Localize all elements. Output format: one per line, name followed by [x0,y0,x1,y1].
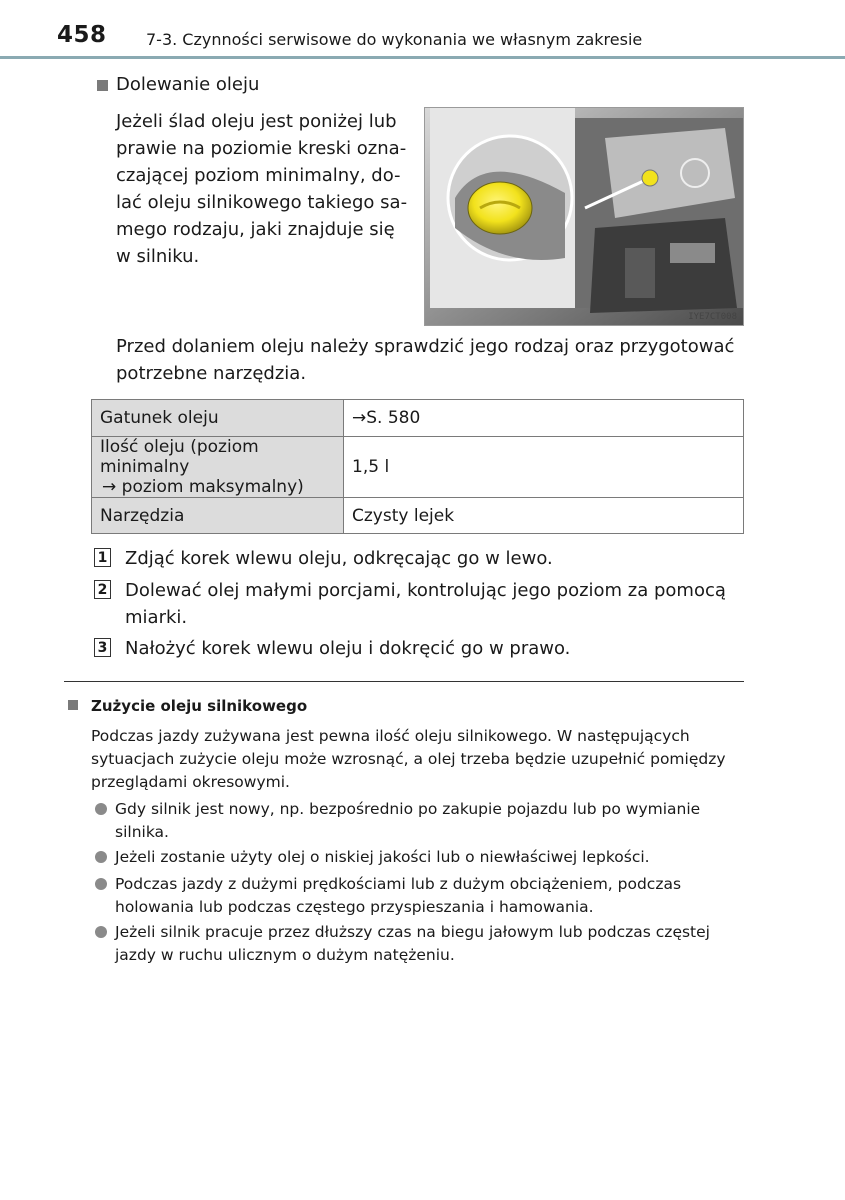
list-item-line: Jeżeli zostanie użyty olej o niskiej jakości lub o niewłaściwej lepkości. [115,848,650,866]
intro-line: lać oleju silnikowego takiego sa- [116,192,408,213]
header-rule [0,56,845,59]
step-number: 2 [94,580,111,599]
intro-line: mego rodzaju, jaki znajduje się [116,219,395,240]
list-item-text [115,798,751,844]
table-label-line: Ilość oleju (poziom minimalny [100,437,259,477]
step-text [125,577,755,631]
table-value: 1,5 l [344,437,744,498]
list-item-line: jazdy w ruchu ulicznym o dużym natężeniu. [115,946,455,964]
intro-line: czającej poziom minimalny, do- [116,165,401,186]
engine-photo [424,107,744,326]
table-row [92,437,744,498]
page-header [0,0,845,60]
step-text [125,635,755,662]
subsection-marker-icon [68,700,78,710]
table-value: Czysty lejek [344,498,744,534]
table-label: Narzędzia [92,498,344,534]
step-line: Dolewać olej małymi porcjami, kontrolując jego poziom za pomocą [125,580,726,601]
consumption-line: przeglądami okresowymi. [91,773,290,791]
before-line: Przed dolaniem oleju należy sprawdzić jego rodzaj oraz przygotować [116,336,735,357]
intro-paragraph [116,108,416,270]
intro-line: w silniku. [116,246,200,267]
step-number: 3 [94,638,111,657]
list-item-line: holowania lub podczas częstego przyspieszania i hamowania. [115,898,594,916]
table-label [92,437,344,498]
table-row [92,498,744,534]
chapter-title: 7-3. Czynności serwisowe do wykonania we własnym zakresie [146,30,643,49]
bullet-icon [95,803,107,815]
bullet-icon [95,926,107,938]
list-item-text [115,921,751,967]
step-number: 1 [94,548,111,567]
figure-code: IYE7CT008 [688,312,737,322]
list-item-line: Jeżeli silnik pracuje przez dłuższy czas na biegu jałowym lub podczas częstej [115,923,710,941]
section-marker-icon [97,80,108,91]
consumption-line: sytuacjach zużycie oleju może wzrosnąć, a olej trzeba będzie uzupełnić pomiędzy [91,750,726,768]
section-title: Dolewanie oleju [116,74,260,95]
subsection-title: Zużycie oleju silnikowego [91,697,308,715]
table-row [92,400,744,437]
before-paragraph [116,333,756,387]
consumption-line: Podczas jazdy zużywana jest pewna ilość oleju silnikowego. W następujących [91,727,690,745]
list-item-text [115,873,751,919]
oil-info-table [91,399,744,534]
list-item-line: silnika. [115,823,169,841]
intro-line: Jeżeli ślad oleju jest poniżej lub [116,111,397,132]
step-line: miarki. [125,607,188,628]
table-label-line: → poziom maksymalny) [102,477,304,497]
page-number: 458 [57,22,107,48]
step-line: Zdjąć korek wlewu oleju, odkręcając go w lewo. [125,548,553,569]
list-item-line: Podczas jazdy z dużymi prędkościami lub z dużym obciążeniem, podczas [115,875,682,893]
step-text [125,545,755,572]
step-line: Nałożyć korek wlewu oleju i dokręcić go w prawo. [125,638,571,659]
bullet-icon [95,851,107,863]
before-line: potrzebne narzędzia. [116,363,307,384]
list-item-text [115,846,751,869]
table-value: →S. 580 [344,400,744,437]
list-item-line: Gdy silnik jest nowy, np. bezpośrednio po zakupie pojazdu lub po wymianie [115,800,701,818]
section-divider [64,681,744,682]
intro-line: prawie na poziomie kreski ozna- [116,138,407,159]
consumption-paragraph [91,725,751,794]
table-label: Gatunek oleju [92,400,344,437]
engine-bay-illustration [425,108,743,325]
bullet-icon [95,878,107,890]
